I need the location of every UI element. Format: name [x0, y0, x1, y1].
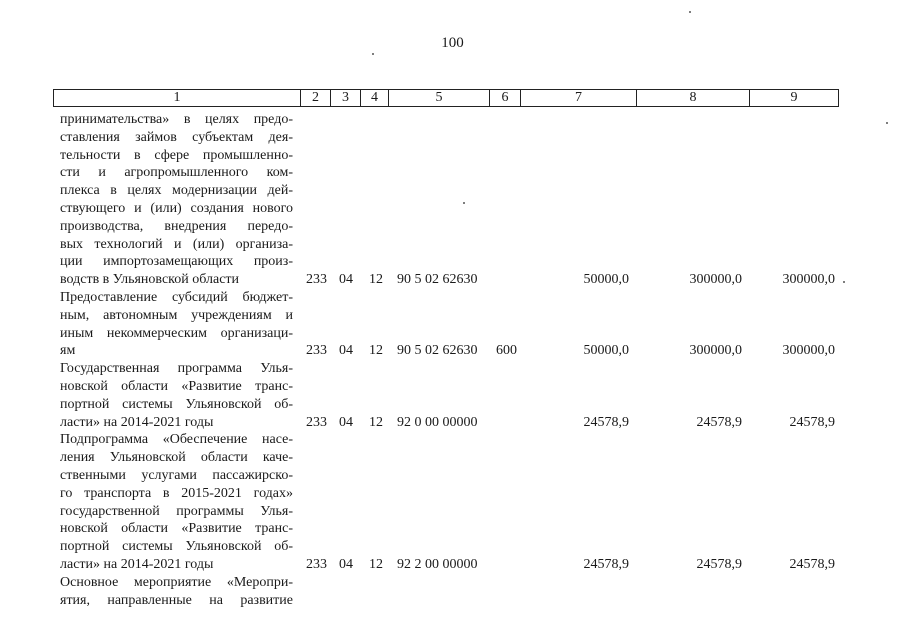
header-col-9: 9 [749, 89, 839, 107]
description-line: иным некоммерческим организаци- [60, 325, 293, 341]
cell-amount-col9: 300000,0 [782, 272, 835, 288]
description-line: принимательства» в целях предо- [60, 112, 293, 127]
description-line: ным, автономным учреждениям и [60, 307, 293, 323]
cell-subsection: 12 [369, 272, 383, 288]
cell-target-article: 92 2 00 00000 [397, 556, 478, 572]
cell-target-article: 92 0 00 00000 [397, 414, 478, 430]
cell-section: 04 [339, 556, 353, 572]
description-line: ласти» на 2014-2021 годы [60, 414, 214, 430]
description-line: ям [60, 343, 76, 359]
header-col-7: 7 [520, 89, 637, 107]
cell-section: 04 [339, 272, 353, 288]
description-line: портной системы Ульяновской об- [60, 396, 293, 412]
header-col-1: 1 [53, 89, 301, 107]
scan-speck [886, 122, 888, 124]
description-line: плекса в целях модернизации дей- [60, 183, 293, 199]
description-line: ления Ульяновской области каче- [60, 450, 293, 466]
cell-amount-col8: 24578,9 [696, 556, 742, 572]
scan-speck [463, 202, 465, 204]
scan-speck [689, 11, 691, 13]
table-row [0, 360, 905, 431]
cell-target-article: 90 5 02 62630 [397, 272, 478, 288]
table-row [0, 431, 905, 573]
row-description [60, 574, 293, 610]
row-description [60, 111, 293, 289]
row-description [60, 360, 293, 431]
table-body [0, 111, 905, 609]
cell-subsection: 12 [369, 414, 383, 430]
cell-amount-col8: 300000,0 [689, 343, 742, 359]
description-line: производства, внедрения передо- [60, 218, 293, 234]
cell-amount-col9: 24578,9 [789, 414, 835, 430]
cell-section: 04 [339, 414, 353, 430]
header-col-3: 3 [330, 89, 361, 107]
description-line: го транспорта в 2015-2021 годах» [60, 485, 293, 501]
header-col-4: 4 [360, 89, 389, 107]
description-line: Основное мероприятие «Меропри- [60, 574, 293, 590]
description-line: новской области «Развитие транс- [60, 521, 293, 537]
cell-amount-col9: 24578,9 [789, 556, 835, 572]
description-line: государственной программы Улья- [60, 503, 293, 519]
cell-subsection: 12 [369, 343, 383, 359]
description-line: Государственная программа Улья- [60, 361, 293, 377]
description-line: вых технологий и (или) организа- [60, 236, 293, 252]
description-line: ятия, направленные на развитие [60, 592, 293, 608]
cell-section: 04 [339, 343, 353, 359]
row-description [60, 289, 293, 360]
description-line: водств в Ульяновской области [60, 272, 240, 288]
header-col-5: 5 [388, 89, 490, 107]
header-col-6: 6 [489, 89, 521, 107]
description-line: ставления займов субъектам дея- [60, 129, 293, 145]
scan-speck [372, 53, 374, 55]
cell-subsection: 12 [369, 556, 383, 572]
cell-amount-col8: 300000,0 [689, 272, 742, 288]
cell-target-article: 90 5 02 62630 [397, 343, 478, 359]
table-row [0, 574, 905, 610]
cell-amount-col7: 24578,9 [583, 414, 629, 430]
description-line: портной системы Ульяновской об- [60, 539, 293, 555]
cell-code: 233 [306, 272, 327, 288]
header-col-2: 2 [300, 89, 331, 107]
description-line: тельности в сфере промышленно- [60, 147, 293, 163]
description-line: сти и агропромышленного ком- [60, 165, 293, 181]
cell-amount-col7: 24578,9 [583, 556, 629, 572]
page-number: 100 [441, 35, 464, 51]
cell-amount-col7: 50000,0 [583, 343, 629, 359]
description-line: Предоставление субсидий бюджет- [60, 289, 293, 305]
cell-amount-col7: 50000,0 [583, 272, 629, 288]
description-line: новской области «Развитие транс- [60, 378, 293, 394]
row-description [60, 431, 293, 573]
table-row [0, 111, 905, 289]
description-line: ственными услугами пассажирско- [60, 467, 293, 483]
scan-speck [843, 281, 845, 283]
cell-code: 233 [306, 556, 327, 572]
description-line: Подпрограмма «Обеспечение насе- [60, 432, 293, 448]
cell-amount-col9: 300000,0 [782, 343, 835, 359]
cell-expense-type: 600 [496, 343, 517, 359]
header-col-8: 8 [636, 89, 750, 107]
description-line: ствующего и (или) создания нового [60, 200, 293, 216]
cell-code: 233 [306, 414, 327, 430]
description-line: ции импортозамещающих произ- [60, 254, 293, 270]
description-line: ласти» на 2014-2021 годы [60, 556, 214, 572]
cell-code: 233 [306, 343, 327, 359]
table-row [0, 289, 905, 360]
cell-amount-col8: 24578,9 [696, 414, 742, 430]
